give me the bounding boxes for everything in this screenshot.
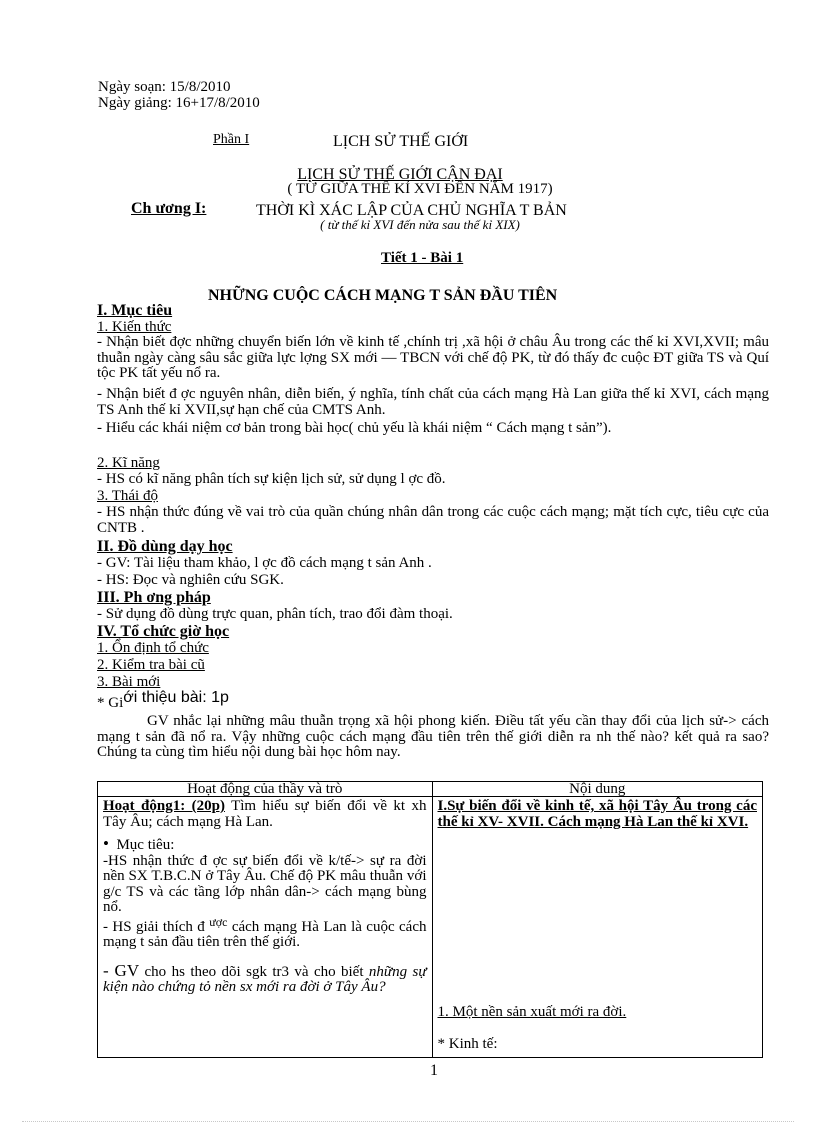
cell-mt-2-sup: ược [209,914,228,929]
kien-thuc-2: - Nhận biết đ ợc nguyên nhân, diễn biến, ý nghĩa, tính chất của cách mạng Hà Lan giữa thế kỉ XVI, cách mạng TS Anh thế kỉ XVII,sự hạn chế của CMTS Anh. [97,386,769,418]
to-chuc-item-3: 3. Bài mới [97,674,161,690]
activity-label: Hoạt động1: (20p) [103,798,225,814]
subtitle: LỊCH SỬ THẾ GIỚI CẬN ĐẠI [297,166,503,183]
table-header-row [98,782,763,797]
lesson-title: NHỮNG CUỘC CÁCH MẠNG T SẢN ĐẦU TIÊN [208,287,558,304]
gioi-thieu [97,689,229,712]
cell-gv [103,960,427,996]
ngay-giang: Ngày giảng: 16+17/8/2010 [98,95,260,111]
phuong-phap-heading: III. Ph ơng pháp [97,589,211,606]
chapter-subtitle: ( từ thế kỉ XVI đến nửa sau thế kỉ XIX) [320,217,520,232]
kien-thuc-3: - Hiểu các khái niệm cơ bản trong bài học( chủ yếu là khái niệm “ Cách mạng t sản”). [97,420,612,436]
thai-do-heading: 3. Thái độ [97,488,158,504]
do-dung-hs: - HS: Đọc và nghiên cứu SGK. [97,572,284,588]
col-header-activities: Hoạt động của thầy và trò [98,782,433,797]
to-chuc-item-2: 2. Kiểm tra bài cũ [97,657,205,673]
table-row [98,797,763,1058]
activity-intro [103,799,427,830]
content-cell [432,797,763,1058]
kien-thuc-1: - Nhận biết đợc những chuyển biến lớn về kinh tế ,chính trị ,xã hội ở châu Âu trong các thế kỉ XVI,XVII; mâu thuẫn ngày càng sâu sắc giữa lực lợng SX mới — TBCN với chế độ PK, từ đó thấy đc cuộc ĐT giữa TS và Quí tộc PK tất yếu nổ ra. [97,334,769,381]
tiet-label: Tiết 1 - Bài 1 [381,250,464,266]
cell-mt-2-b: cách mạng Hà Lan là cuộc cách mạng t sản đầu tiên trên thế giới. [103,918,427,950]
cell-muc-tieu-label: Mục tiêu: [116,837,175,853]
muc-tieu-heading: I. Mục tiêu [97,302,173,319]
page-number: 1 [430,1062,438,1079]
activity-desc: Tìm hiểu sự biến đổi về kt xh Tây Âu; cách mạng Hà Lan. [103,798,427,830]
content-kinh-te: * Kinh tế: [437,1036,498,1052]
chuong-label: Ch ương I: [131,200,207,217]
cell-mt-2 [103,914,427,951]
cell-gv-prefix: - GV [103,960,140,980]
page-edge-divider [22,1121,794,1122]
chapter-title: THỜI KÌ XÁC LẬP CỦA CHỦ NGHĨA T BẢN [256,202,567,219]
ki-nang-1: - HS có kĩ năng phân tích sự kiện lịch sử, sử dụng l ợc đồ. [97,471,446,487]
to-chuc-heading: IV. Tổ chức giờ học [97,623,230,640]
gioi-thieu-rest: ới thiệu bài: 1p [123,689,229,706]
thai-do-1: - HS nhận thức đúng về vai trò của quần chúng nhân dân trong các cuộc cách mạng; mặt tích cực, tiêu cực của CNTB . [97,504,769,536]
period: ( TỪ GIỮA THẾ KỈ XVI ĐẾN NĂM 1917) [287,181,553,197]
ki-nang-heading: 2. Kĩ năng [97,455,160,471]
gioi-thieu-prefix: * Gi [97,695,124,711]
muc-tieu-row [103,836,427,854]
cell-gv-question: những sự kiện nào chứng tỏ nền sx mới ra đời ở Tây Âu? [103,963,427,995]
col-header-content: Nội dung [432,782,763,797]
cell-mt-1: -HS nhận thức đ ợc sự biến đổi về k/tế-> sự ra đời nền SX T.B.C.N ở Tây Âu. Chế độ PK mâu thuẫn với g/c TS và các tầng lớp nhân dân-> cách mạng bùng nổ. [103,852,427,915]
content-sub-1: 1. Một nền sản xuất mới ra đời. [437,1004,627,1020]
phuong-phap-text: - Sử dụng đồ dùng trực quan, phân tích, trao đổi đàm thoại. [97,606,453,622]
cell-gv-rest: cho hs theo dõi sgk tr3 và cho biết [139,963,369,980]
cell-mt-2-a: - HS giải thích đ [103,918,205,935]
intro-paragraph: GV nhắc lại những mâu thuẫn trọng xã hội phong kiến. Điều tất yếu cần thay đổi của lịch sử-> cách mạng t sản đã nổ ra. Vậy những cuộc cách mạng đầu tiên trên thế giới diễn ra nh thế nào? kết quả ra sao? Chúng ta cùng tìm hiểu nội dung bài học hôm nay. [97,713,769,760]
lesson-table [97,781,763,1058]
ngay-soan: Ngày soạn: 15/8/2010 [98,79,231,95]
do-dung-gv: - GV: Tài liệu tham khảo, l ợc đồ cách mạng t sản Anh . [97,555,432,571]
part-title: LỊCH SỬ THẾ GIỚI [333,133,469,150]
content-heading: I.Sự biến đổi về kinh tế, xã hội Tây Âu trong các thế kỉ XV- XVII. Cách mạng Hà Lan thế kỉ XVI. [437,798,757,830]
kien-thuc-heading: 1. Kiến thức [97,319,172,335]
phan-label: Phần I [213,132,250,147]
bullet-icon: • [103,834,109,853]
do-dung-heading: II. Đồ dùng dạy học [97,538,233,555]
to-chuc-item-1: 1. Ổn định tổ chức [97,640,209,656]
activities-cell [98,797,433,1058]
